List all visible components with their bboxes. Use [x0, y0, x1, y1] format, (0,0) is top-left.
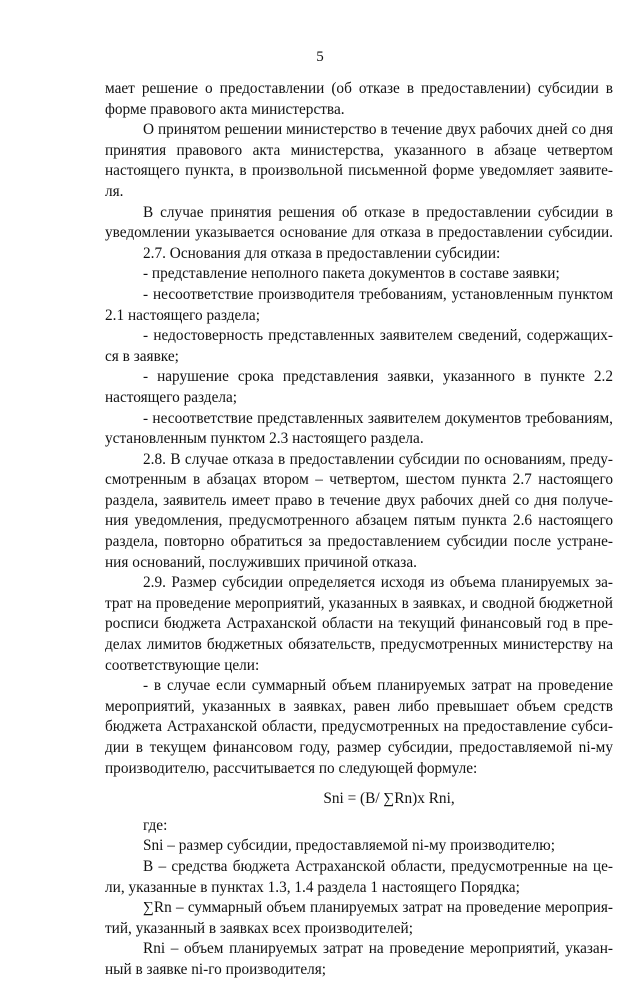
text-line: принятия правового акта министерства, указанного в абзаце четвертом: [105, 141, 613, 159]
text-line: бюджета Астраханской области, предусмотренных на предоставление субси-: [105, 718, 613, 736]
text-line: О принятом решении министерство в течение двух рабочих дней со дня: [143, 121, 613, 139]
text-line: - недостоверность представленных заявителем сведений, содержащих-: [143, 327, 613, 345]
text-line: 2.7. Основания для отказа в предоставлении субсидии:: [143, 244, 501, 262]
text-line: - нарушение срока представления заявки, указанного в пункте 2.2: [143, 368, 613, 386]
text-line: росписи бюджета Астраханской области на текущий финансовый год в пре-: [105, 615, 613, 633]
text-line: ся в заявке;: [105, 347, 179, 365]
text-line: мероприятий, указанных в заявках, равен либо превышает объем средств: [105, 697, 613, 715]
text-line: ля.: [105, 182, 124, 200]
text-line: раздела, заявитель имеет право в течение двух рабочих дней со дня получе-: [105, 491, 613, 509]
text-line: смотренным в абзацах втором – четвертом, шестом пункта 2.7 настоящего: [105, 471, 613, 489]
formula: Sni = (B/ ∑Rn)x Rni,: [323, 790, 455, 808]
text-line: ния оснований, послуживших причиной отказа.: [105, 553, 417, 571]
text-line: форме правового акта министерства.: [105, 100, 345, 118]
text-line: ния уведомления, предусмотренного абзацем пятым пункта 2.6 настоящего: [105, 512, 613, 530]
text-line: тий, указанный в заявках всех производителей;: [105, 919, 413, 937]
text-line: - в случае если суммарный объем планируемых затрат на проведение: [143, 677, 613, 695]
text-line: - несоответствие представленных заявителем документов требованиям,: [143, 409, 613, 427]
text-line: настоящего пункта, в произвольной письменной форме уведомляет заявите-: [105, 162, 613, 180]
text-block-before-formula: [105, 79, 613, 779]
text-line: соответствующие цели:: [105, 656, 260, 674]
text-line: ли, указанные в пунктах 1.3, 1.4 раздела 1 настоящего Порядка;: [105, 878, 520, 896]
text-line: где:: [143, 816, 168, 834]
page-number: 5: [316, 49, 324, 65]
text-line: 2.8. В случае отказа в предоставлении субсидии по основаниям, преду-: [143, 450, 613, 468]
text-line: Sni – размер субсидии, предоставляемой ni-му производителю;: [143, 837, 555, 855]
text-line: мает решение о предоставлении (об отказе в предоставлении) субсидии в: [105, 80, 613, 97]
text-line: ∑Rn – суммарный объем планируемых затрат на проведение мероприя-: [143, 899, 613, 917]
text-line: дии в текущем финансовом году, размер субсидии, предоставляемой ni-му: [105, 739, 613, 756]
text-line: - представление неполного пакета документов в составе заявки;: [143, 265, 560, 283]
text-line: делах лимитов бюджетных обязательств, предусмотренных министерству на: [105, 636, 613, 654]
text-line: производителю, рассчитывается по следующей формуле:: [105, 759, 478, 777]
text-line: настоящего раздела;: [105, 388, 238, 406]
text-line: раздела, повторно обратиться за предоставлением субсидии после устране-: [105, 533, 613, 551]
text-line: установленным пунктом 2.3 настоящего раздела.: [105, 430, 424, 448]
text-line: трат на проведение мероприятий, указанных в заявках, и сводной бюджетной: [105, 594, 613, 612]
text-line: уведомлении указывается основание для отказа в предоставлении субсидии.: [105, 224, 613, 242]
text-line: - несоответствие производителя требованиям, установленным пунктом: [143, 285, 613, 303]
document-body: [105, 79, 613, 981]
text-line: 2.9. Размер субсидии определяется исходя из объема планируемых за-: [143, 574, 613, 592]
text-line: B – средства бюджета Астраханской области, предусмотренные на це-: [143, 857, 613, 875]
text-line: Rni – объем планируемых затрат на проведение мероприятий, указан-: [143, 940, 613, 958]
text-block-after-formula: [105, 816, 613, 981]
text-line: ный в заявке ni-го производителя;: [105, 960, 327, 978]
text-line: В случае принятия решения об отказе в предоставлении субсидии в: [143, 203, 613, 221]
text-line: 2.1 настоящего раздела;: [105, 306, 260, 324]
